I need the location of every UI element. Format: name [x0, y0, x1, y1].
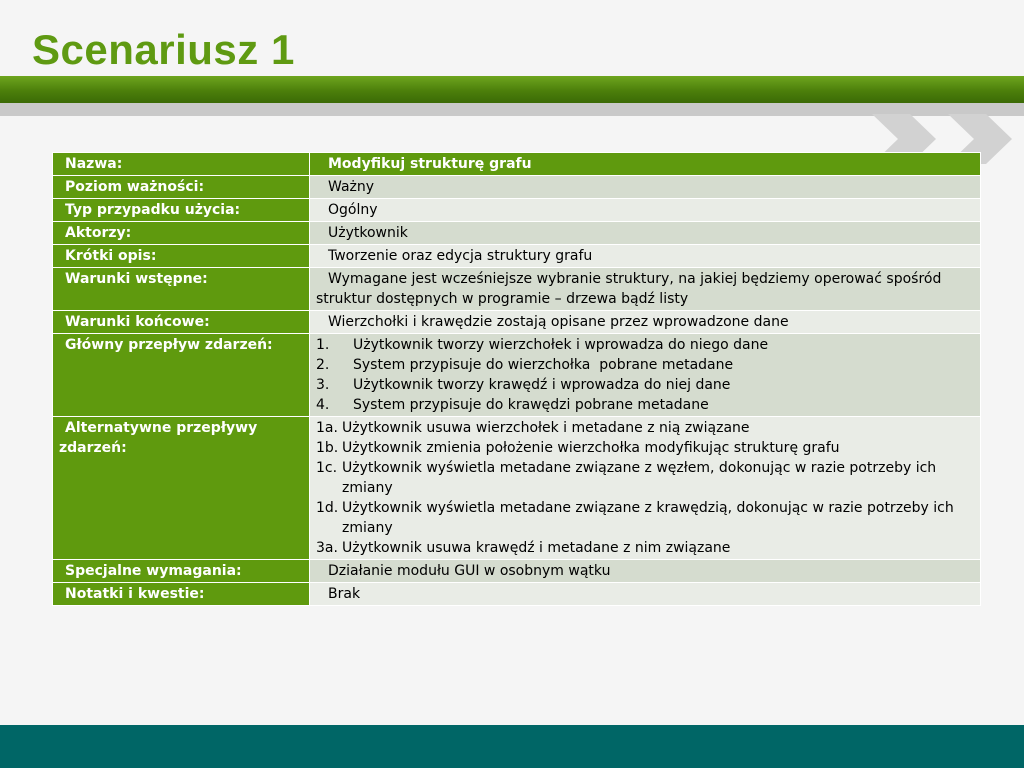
row-value-koncowe: Wierzchołki i krawędzie zostają opisane przez wprowadzone dane — [328, 314, 789, 330]
table-row — [53, 417, 981, 560]
header-gray-bar — [0, 103, 1024, 116]
row-label-alternatywne: Alternatywne przepływy zdarzeń: — [53, 417, 310, 560]
slide-title: Scenariusz 1 — [32, 26, 295, 73]
row-label-opis: Krótki opis: — [53, 245, 310, 268]
table-row — [53, 199, 981, 222]
main-flow-item: 1. Użytkownik tworzy wierzchołek i wprowadza do niego dane — [316, 337, 769, 353]
row-value-specjalne: Działanie modułu GUI w osobnym wątku — [328, 563, 611, 579]
row-value-poziom: Ważny — [328, 179, 375, 195]
table-row — [53, 560, 981, 583]
table-row — [53, 153, 981, 176]
main-flow-item: 2. System przypisuje do wierzchołka pobrane metadane — [316, 357, 734, 373]
alt-flow-item: 1c. Użytkownik wyświetla metadane związane z węzłem, dokonując w razie potrzeby ich zmiany — [316, 460, 937, 496]
row-label-poziom: Poziom ważności: — [53, 176, 310, 199]
header-green-bar — [0, 76, 1024, 103]
row-value-nazwa: Modyfikuj strukturę grafu — [328, 156, 532, 172]
row-label-notatki: Notatki i kwestie: — [53, 583, 310, 606]
row-value-wstepne: Wymagane jest wcześniejsze wybranie struktury, na jakiej będziemy operować spośród struktur dostępnych w programie – drzewa bądź listy — [316, 271, 942, 307]
use-case-table — [52, 152, 981, 606]
row-label-wstepne: Warunki wstępne: — [53, 268, 310, 311]
main-flow-item: 3. Użytkownik tworzy krawędź i wprowadza do niej dane — [316, 377, 731, 393]
table-row — [53, 334, 981, 417]
table-row — [53, 176, 981, 199]
table-row — [53, 268, 981, 311]
row-value-opis: Tworzenie oraz edycja struktury grafu — [328, 248, 593, 264]
alt-flow-item: 3a. Użytkownik usuwa krawędź i metadane z nim związane — [316, 540, 731, 556]
row-label-aktorzy: Aktorzy: — [53, 222, 310, 245]
row-value-notatki: Brak — [328, 586, 361, 602]
table-row — [53, 311, 981, 334]
row-label-nazwa: Nazwa: — [53, 153, 310, 176]
alt-flow-item: 1d. Użytkownik wyświetla metadane związane z krawędzią, dokonując w razie potrzeby ich zmiany — [316, 500, 954, 536]
table-row — [53, 583, 981, 606]
row-label-specjalne: Specjalne wymagania: — [53, 560, 310, 583]
main-flow-item: 4. System przypisuje do krawędzi pobrane metadane — [316, 397, 709, 413]
row-label-typ: Typ przypadku użycia: — [53, 199, 310, 222]
row-label-koncowe: Warunki końcowe: — [53, 311, 310, 334]
table-row — [53, 222, 981, 245]
alt-flow-item: 1b. Użytkownik zmienia położenie wierzchołka modyfikując strukturę grafu — [316, 440, 840, 456]
table-row — [53, 245, 981, 268]
row-value-aktorzy: Użytkownik — [328, 225, 408, 241]
footer-bar — [0, 725, 1024, 768]
row-label-glowny: Główny przepływ zdarzeń: — [53, 334, 310, 417]
row-value-typ: Ogólny — [328, 202, 378, 218]
alt-flow-item: 1a. Użytkownik usuwa wierzchołek i metadane z nią związane — [316, 420, 750, 436]
